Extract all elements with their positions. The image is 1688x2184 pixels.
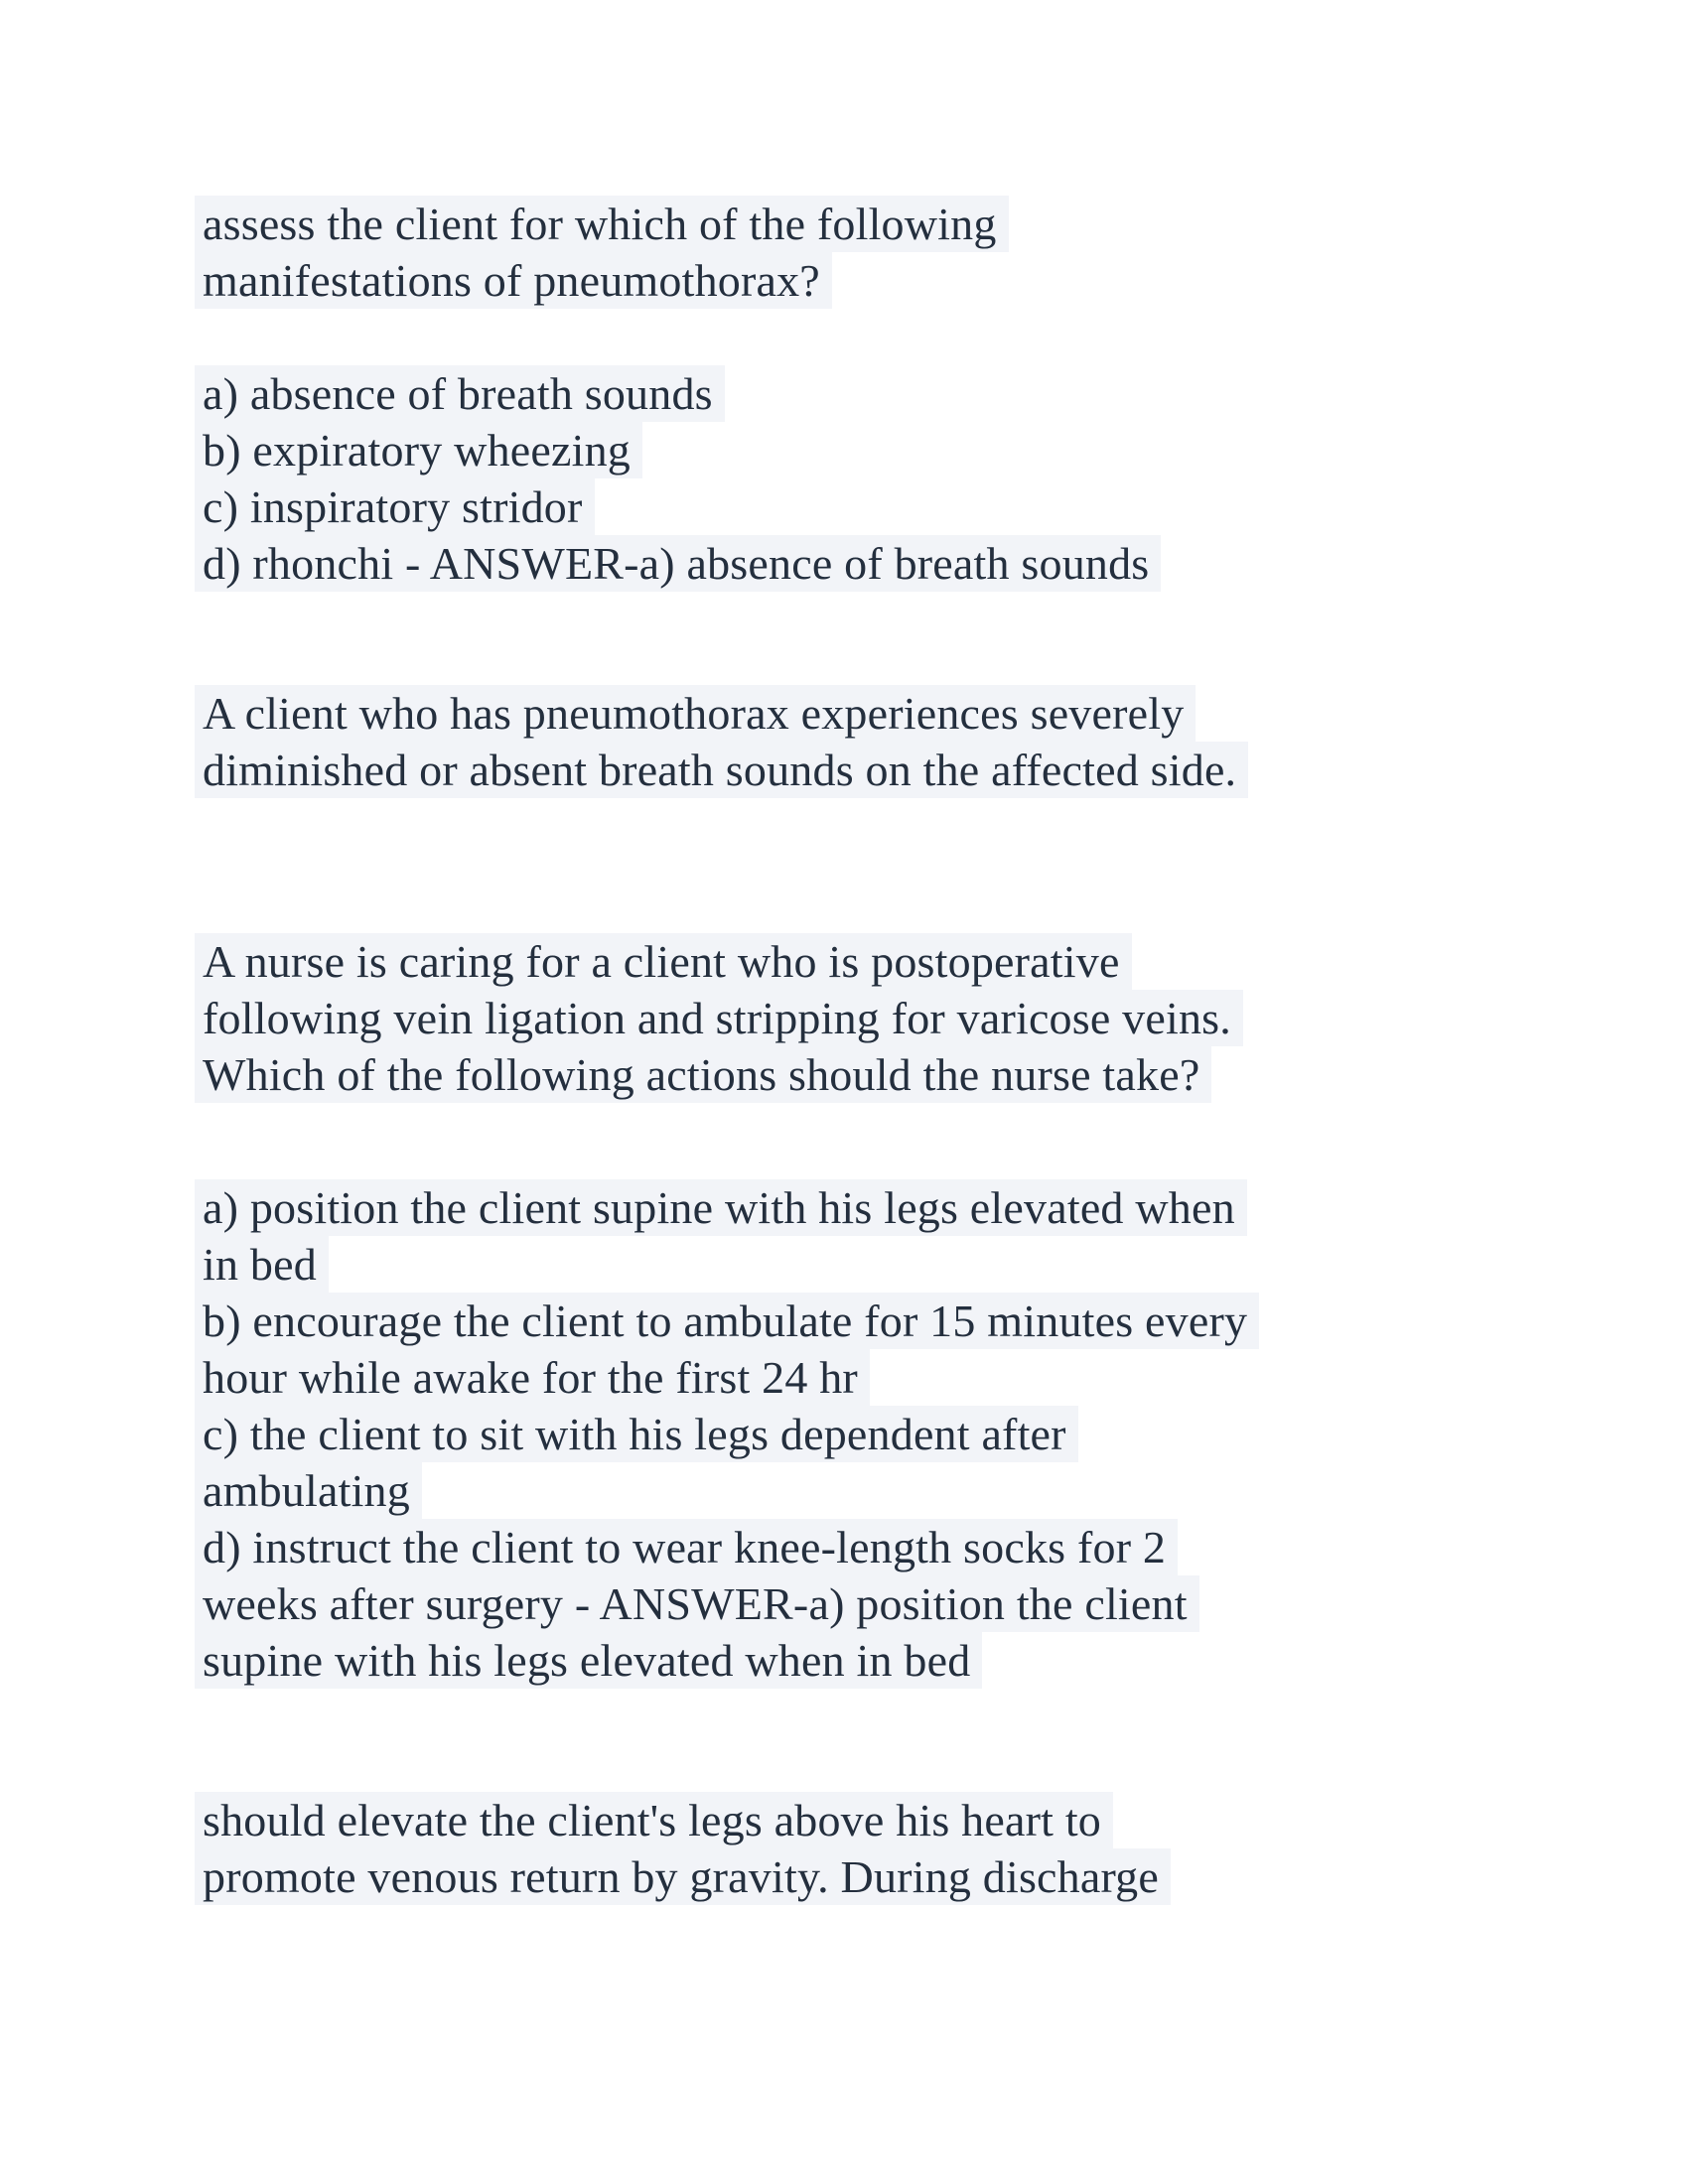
text-line-option-b [195, 422, 1259, 478]
text-line-option-b-cont [195, 1349, 1259, 1406]
text-line-option-d-answer-cont [195, 1632, 1259, 1689]
paragraph-question-1-rationale [195, 685, 1259, 798]
highlighted-text: in bed [195, 1236, 329, 1293]
text-line-option-c [195, 1406, 1259, 1462]
text-line [195, 685, 1259, 742]
highlighted-text: weeks after surgery - ANSWER-a) position the client [195, 1575, 1199, 1632]
highlighted-text: hour while awake for the first 24 hr [195, 1349, 870, 1406]
text-line-option-d-answer [195, 535, 1259, 592]
text-line [195, 742, 1259, 798]
highlighted-text: manifestations of pneumothorax? [195, 252, 832, 309]
highlighted-text: c) inspiratory stridor [195, 478, 595, 535]
highlighted-text: diminished or absent breath sounds on the affected side. [195, 742, 1248, 798]
text-line-option-a-cont [195, 1236, 1259, 1293]
highlighted-text: assess the client for which of the following [195, 196, 1009, 252]
highlighted-text: a) position the client supine with his legs elevated when [195, 1179, 1247, 1236]
highlighted-text: Which of the following actions should the nurse take? [195, 1046, 1211, 1103]
document-text-content [195, 196, 1259, 1905]
text-line-option-a [195, 1179, 1259, 1236]
highlighted-text: A nurse is caring for a client who is postoperative [195, 933, 1132, 990]
text-line [195, 1792, 1259, 1848]
text-line [195, 1848, 1259, 1905]
text-line-option-a [195, 365, 1259, 422]
highlighted-text: supine with his legs elevated when in bed [195, 1632, 982, 1689]
highlighted-text: following vein ligation and stripping for varicose veins. [195, 990, 1243, 1046]
highlighted-text: c) the client to sit with his legs dependent after [195, 1406, 1078, 1462]
highlighted-text: ambulating [195, 1462, 422, 1519]
highlighted-text: b) encourage the client to ambulate for 15 minutes every [195, 1293, 1259, 1349]
text-line [195, 933, 1259, 990]
highlighted-text: promote venous return by gravity. During discharge [195, 1848, 1171, 1905]
paragraph-question-1-fragment [195, 196, 1259, 309]
highlighted-text: b) expiratory wheezing [195, 422, 642, 478]
highlighted-text: a) absence of breath sounds [195, 365, 725, 422]
highlighted-text: should elevate the client's legs above his heart to [195, 1792, 1113, 1848]
paragraph-question-2-options [195, 1179, 1259, 1689]
text-line-option-d-answer [195, 1575, 1259, 1632]
text-line-option-c-cont [195, 1462, 1259, 1519]
text-line [195, 252, 1259, 309]
paragraph-question-2-stem [195, 933, 1259, 1103]
highlighted-text: A client who has pneumothorax experiences severely [195, 685, 1196, 742]
highlighted-text: d) rhonchi - ANSWER-a) absence of breath sounds [195, 535, 1161, 592]
text-line [195, 1046, 1259, 1103]
highlighted-text: d) instruct the client to wear knee-length socks for 2 [195, 1519, 1178, 1575]
text-line-option-b [195, 1293, 1259, 1349]
text-line [195, 990, 1259, 1046]
text-line-option-d [195, 1519, 1259, 1575]
paragraph-question-2-rationale-fragment [195, 1792, 1259, 1905]
text-line [195, 196, 1259, 252]
text-line-option-c [195, 478, 1259, 535]
paragraph-question-1-options [195, 365, 1259, 592]
